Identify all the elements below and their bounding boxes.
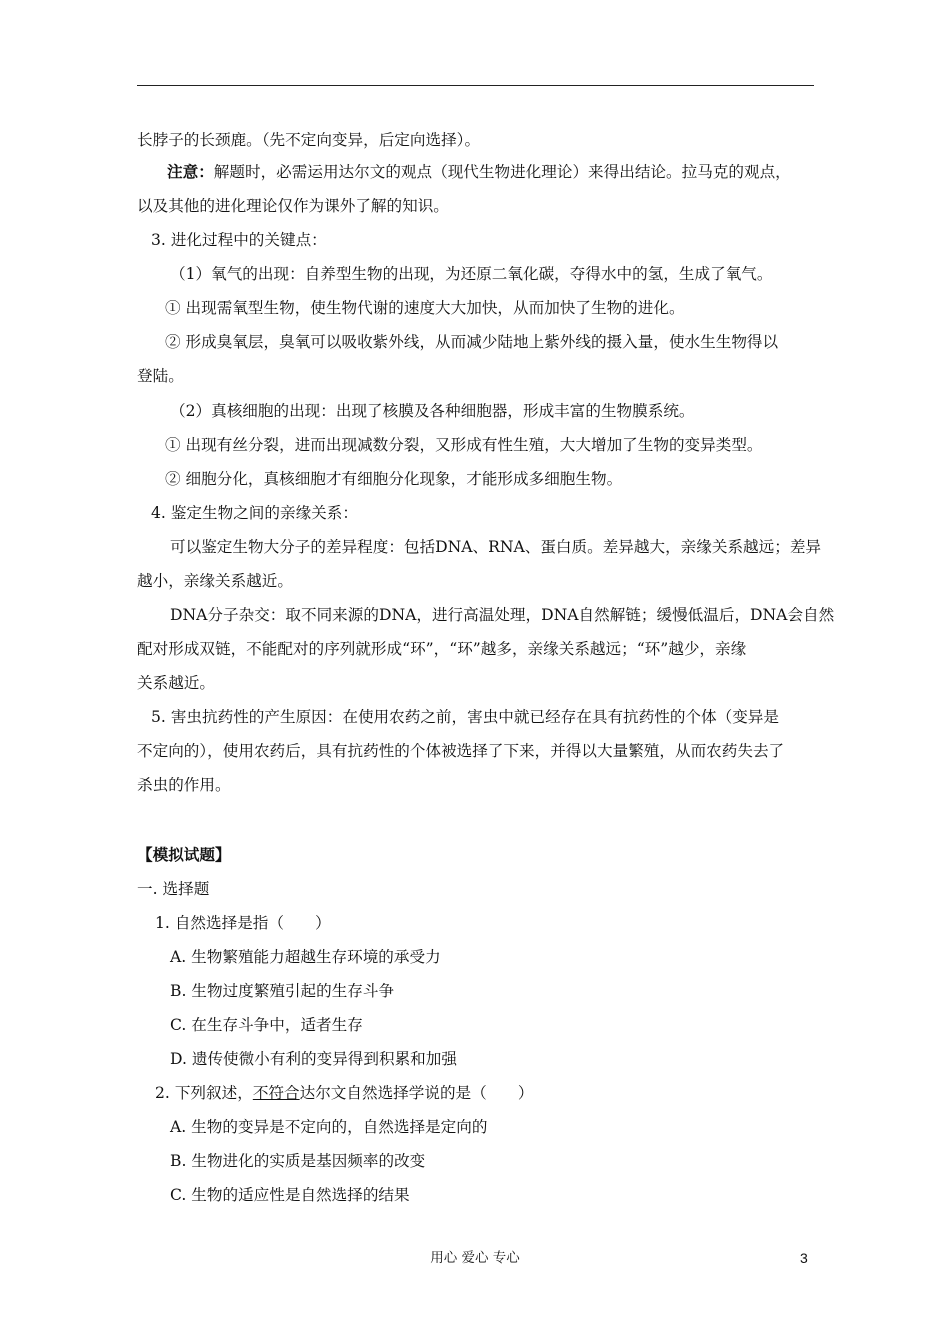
question-1-stem: 1. 自然选择是指（ ）	[155, 914, 331, 932]
question-2-option-a: A. 生物的变异是不定向的，自然选择是定向的	[170, 1118, 488, 1136]
question-1-option-c: C. 在生存斗争中，适者生存	[170, 1016, 363, 1034]
text-line: ② 形成臭氧层，臭氧可以吸收紫外线，从而减少陆地上紫外线的摄入量，使水生生物得以	[165, 333, 779, 351]
question-1-option-b: B. 生物过度繁殖引起的生存斗争	[170, 982, 395, 1000]
text-line: （2）真核细胞的出现：出现了核膜及各种细胞器，形成丰富的生物膜系统。	[170, 402, 695, 420]
text-line: 长脖子的长颈鹿。（先不定向变异，后定向选择）。	[137, 131, 481, 149]
note-paragraph	[137, 162, 791, 182]
text-line: 不定向的），使用农药后，具有抗药性的个体被选择了下来，并得以大量繁殖，从而农药失去了	[137, 742, 785, 760]
text-line: 登陆。	[137, 367, 184, 385]
list-heading: 4. 鉴定生物之间的亲缘关系：	[151, 504, 358, 522]
underlined-term: 不符合	[252, 1084, 300, 1102]
question-1-option-d: D. 遗传使微小有利的变异得到积累和加强	[170, 1050, 457, 1068]
text-line: DNA分子杂交：取不同来源的DNA，进行高温处理，DNA自然解链；缓慢低温后，DNA会自然	[170, 606, 835, 624]
text-line: 解题时，必需运用达尔文的观点（现代生物进化理论）来得出结论。拉马克的观点，	[213, 163, 791, 181]
page-number: 3	[800, 1250, 808, 1266]
text-line: 5. 害虫抗药性的产生原因：在使用农药之前，害虫中就已经存在具有抗药性的个体（变异是	[151, 708, 779, 726]
text-line: （1）氧气的出现：自养型生物的出现，为还原二氧化碳，夺得水中的氢，生成了氧气。	[170, 265, 773, 283]
list-heading: 3. 进化过程中的关键点：	[151, 231, 327, 249]
text-line: ① 出现有丝分裂，进而出现减数分裂，又形成有性生殖，大大增加了生物的变异类型。	[165, 436, 763, 454]
text-line: ① 出现需氧型生物，使生物代谢的速度大大加快，从而加快了生物的进化。	[165, 299, 685, 317]
header-rule	[137, 85, 814, 86]
text-line: 可以鉴定生物大分子的差异程度：包括DNA、RNA、蛋白质。差异越大，亲缘关系越远；差异	[170, 538, 822, 556]
footer-slogan: 用心 爱心 专心	[430, 1250, 520, 1266]
text-line: 杀虫的作用。	[137, 776, 231, 794]
section-title: 【模拟试题】	[137, 845, 231, 864]
question-2-option-b: B. 生物进化的实质是基因频率的改变	[170, 1152, 426, 1170]
question-2-option-c: C. 生物的适应性是自然选择的结果	[170, 1186, 410, 1204]
text-line: 配对形成双链，不能配对的序列就形成“环”，“环”越多，亲缘关系越远；“环”越少，亲缘	[137, 640, 747, 658]
text-line: 越小，亲缘关系越近。	[137, 572, 293, 590]
note-label: 注意：	[167, 162, 214, 181]
text-line: 以及其他的进化理论仅作为课外了解的知识。	[137, 197, 449, 215]
question-2-stem: 2. 下列叙述，不符合达尔文自然选择学说的是（ ）	[155, 1084, 534, 1102]
text-line: ② 细胞分化，真核细胞才有细胞分化现象，才能形成多细胞生物。	[165, 470, 623, 488]
part-title: 一. 选择题	[137, 880, 210, 898]
question-1-option-a: A. 生物繁殖能力超越生存环境的承受力	[170, 948, 441, 966]
text-line: 关系越近。	[137, 674, 215, 692]
